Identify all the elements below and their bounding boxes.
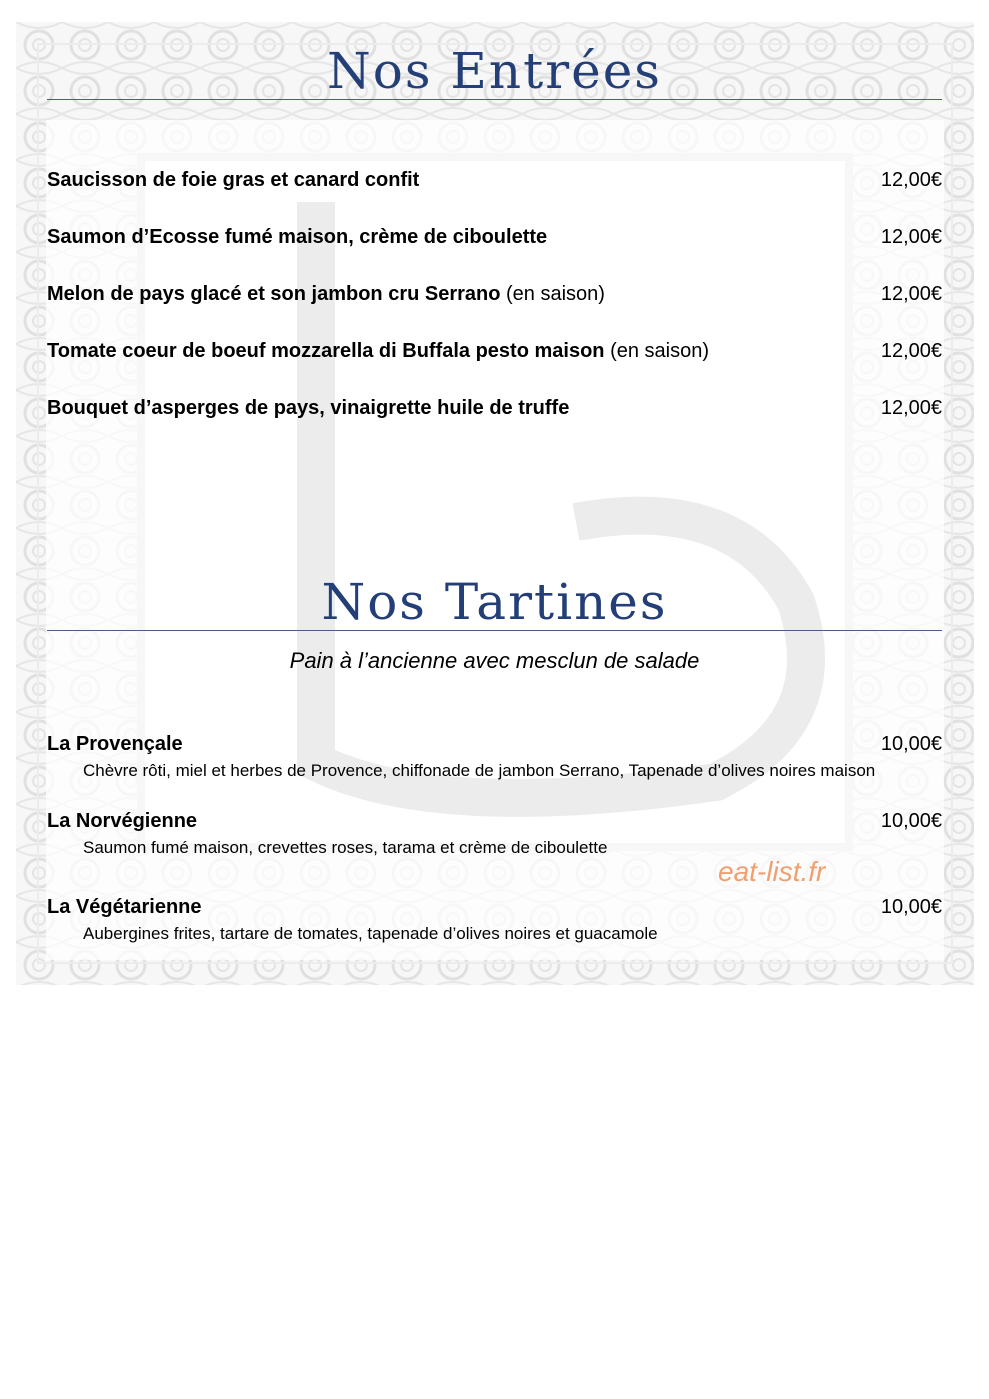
tartine-item-name: La Norvégienne [47, 810, 198, 832]
watermark-text: eat-list.fr [718, 856, 826, 887]
tartine-item-description: Chèvre rôti, miel et herbes de Provence, chiffonade de jambon Serrano, Tapenade d’olives noires maison [83, 761, 876, 780]
entree-item-price: 12,00€ [880, 169, 942, 191]
tartine-item-price: 10,00€ [880, 810, 942, 832]
tartine-item-description: Saumon fumé maison, crevettes roses, tarama et crème de ciboulette [83, 838, 608, 857]
entree-item-name: Saumon d’Ecosse fumé maison, crème de ciboulette [47, 226, 548, 248]
entree-item-name: Melon de pays glacé et son jambon cru Serrano (en saison) [47, 283, 605, 305]
tartine-item-description: Aubergines frites, tartare de tomates, tapenade d’olives noires et guacamole [83, 924, 658, 943]
tartine-item-name: La Provençale [47, 733, 183, 755]
entree-item-price: 12,00€ [880, 226, 942, 248]
tartine-item-name: La Végétarienne [47, 896, 202, 918]
entrees-divider [47, 99, 942, 100]
tartine-item-price: 10,00€ [880, 896, 942, 918]
tartine-item-price: 10,00€ [880, 733, 942, 755]
entrees-title: Nos Entrées [327, 42, 662, 100]
entree-item-price: 12,00€ [880, 283, 942, 305]
entree-item-price: 12,00€ [880, 397, 942, 419]
tartines-divider [47, 630, 942, 631]
entree-item-name: Tomate coeur de boeuf mozzarella di Buffala pesto maison (en saison) [47, 340, 710, 362]
entree-item-name: Saucisson de foie gras et canard confit [47, 169, 420, 191]
entree-item-price: 12,00€ [880, 340, 942, 362]
tartines-subtitle: Pain à l’ancienne avec mesclun de salade [289, 648, 700, 673]
tartines-title: Nos Tartines [321, 573, 668, 631]
entree-item-name: Bouquet d’asperges de pays, vinaigrette huile de truffe [47, 397, 570, 419]
